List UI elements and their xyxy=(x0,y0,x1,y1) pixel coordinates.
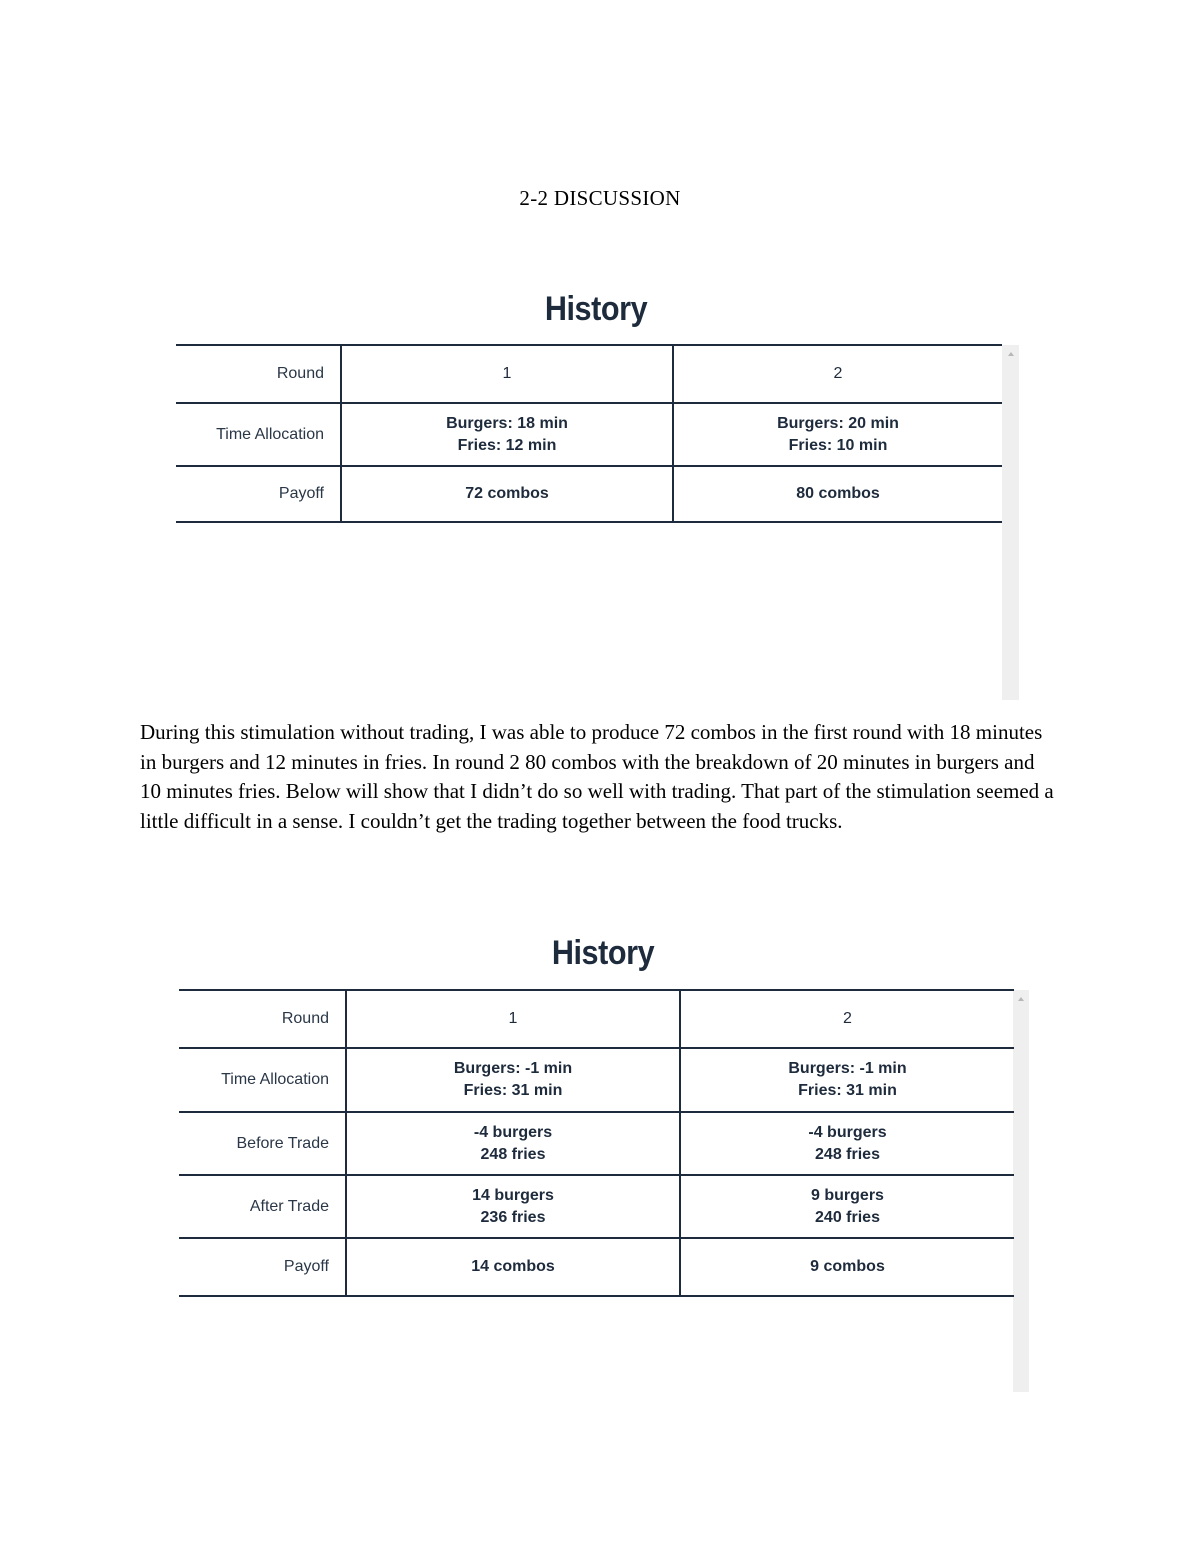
table-cell: Burgers: -1 min Fries: 31 min xyxy=(346,1048,680,1112)
table-row-time-allocation xyxy=(176,403,1002,466)
discussion-paragraph: During this stimulation without trading, I was able to produce 72 combos in the first round with 18 minutes in burgers and 12 minutes in fries. In round 2 80 combos with the breakdown of 20 minutes in burgers and 10 minutes fries. Below will show that I didn’t do so well with trading. That part of the stimulation seemed a little difficult in a sense. I couldn’t get the trading together between the food trucks. xyxy=(140,720,1054,833)
document-title: 2-2 DISCUSSION xyxy=(519,186,681,210)
row-label: Before Trade xyxy=(179,1112,346,1175)
scroll-up-arrow-icon[interactable] xyxy=(1008,352,1014,356)
row-label: Time Allocation xyxy=(179,1048,346,1112)
table-cell: 72 combos xyxy=(341,466,673,522)
scrollbar-track-2[interactable] xyxy=(1013,990,1029,1392)
row-label: Payoff xyxy=(176,466,341,522)
round-2-header: 2 xyxy=(673,345,1002,403)
table-row-time-allocation xyxy=(179,1048,1014,1112)
row-label: Time Allocation xyxy=(176,403,341,466)
table-row-payoff xyxy=(176,466,1002,522)
table-row-before-trade xyxy=(179,1112,1014,1175)
history-table-2 xyxy=(179,989,1014,1297)
row-label: After Trade xyxy=(179,1175,346,1238)
table-cell: -4 burgers 248 fries xyxy=(680,1112,1014,1175)
table-row-round xyxy=(179,990,1014,1048)
table-row-payoff xyxy=(179,1238,1014,1296)
history-heading-1: History xyxy=(544,290,648,328)
row-label: Round xyxy=(176,345,341,403)
round-1-header: 1 xyxy=(341,345,673,403)
scroll-up-arrow-icon[interactable] xyxy=(1018,997,1024,1001)
table-cell: 9 combos xyxy=(680,1238,1014,1296)
table-cell: 14 combos xyxy=(346,1238,680,1296)
table-cell: Burgers: -1 min Fries: 31 min xyxy=(680,1048,1014,1112)
row-label: Round xyxy=(179,990,346,1048)
table-cell: Burgers: 18 min Fries: 12 min xyxy=(341,403,673,466)
table-row-after-trade xyxy=(179,1175,1014,1238)
round-1-header: 1 xyxy=(346,990,680,1048)
row-label: Payoff xyxy=(179,1238,346,1296)
round-2-header: 2 xyxy=(680,990,1014,1048)
table-cell: Burgers: 20 min Fries: 10 min xyxy=(673,403,1002,466)
table-cell: -4 burgers 248 fries xyxy=(346,1112,680,1175)
history-heading-2: History xyxy=(551,934,655,972)
scrollbar-track-1[interactable] xyxy=(1002,345,1019,700)
table-cell: 80 combos xyxy=(673,466,1002,522)
history-table-1 xyxy=(176,344,1002,523)
table-cell: 9 burgers 240 fries xyxy=(680,1175,1014,1238)
table-row-round xyxy=(176,345,1002,403)
table-cell: 14 burgers 236 fries xyxy=(346,1175,680,1238)
